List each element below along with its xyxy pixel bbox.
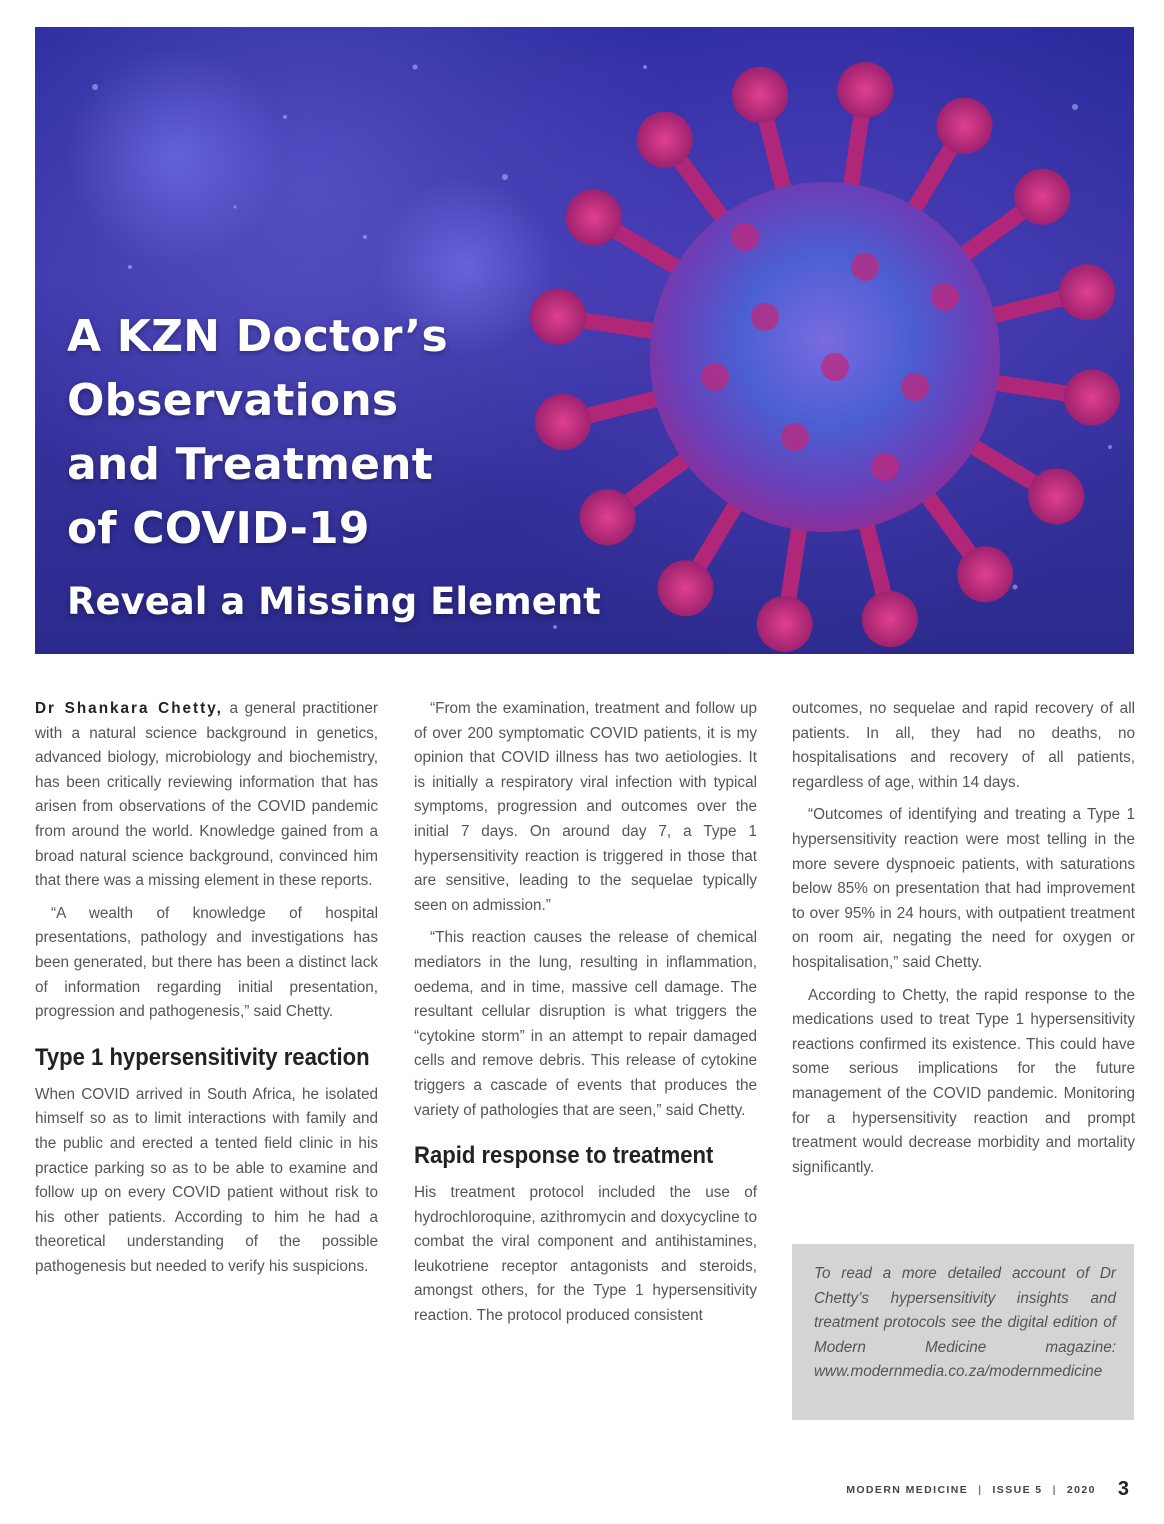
- virus-surface-protein: [731, 223, 759, 251]
- virus-spike-head: [732, 67, 788, 123]
- callout-box: [792, 1244, 1134, 1420]
- virus-spike-head: [862, 591, 918, 647]
- virus-spike-head: [757, 596, 813, 652]
- virus-surface-protein: [781, 423, 809, 451]
- footer-separator: |: [978, 1483, 983, 1496]
- virus-spike-head: [658, 560, 714, 616]
- virus-spike-head: [637, 112, 693, 168]
- virus-spike-head: [1064, 369, 1120, 425]
- article-column-1: [35, 697, 378, 1287]
- body-paragraph: When COVID arrived in South Africa, he isolated himself so as to limit interactions with family and the public and erected a tented field clinic in his practice parking so as to be able to examine and follow up on every COVID patient without risk to his other patients. According to him he had a theoretical understanding of the possible pathogenesis but needed to verify his suspicions.: [35, 1085, 378, 1275]
- virus-surface-protein: [821, 353, 849, 381]
- intro-paragraph: [35, 697, 378, 894]
- virus-surface-protein: [701, 363, 729, 391]
- virus-spike-head: [580, 489, 636, 545]
- section-heading: Type 1 hypersensitivity reaction: [35, 1043, 370, 1071]
- body-paragraph: His treatment protocol included the use of hydrochloroquine, azithromycin and doxycycline to combat the viral component and antihistamines, leukotriene receptor antagonists and steroids, amongst others, for the Type 1 hypersensitivity reaction. The protocol produced consistent: [414, 1184, 757, 1325]
- virus-body: [650, 182, 1000, 532]
- page-footer: [846, 1478, 1129, 1501]
- virus-spike-head: [1014, 169, 1070, 225]
- virus-spike-head: [1059, 264, 1115, 320]
- body-paragraph: According to Chetty, the rapid response to the medications used to treat Type 1 hypersensitivity reactions confirmed its existence. This could have some serious implications for the future management of the COVID pandemic. Monitoring for a hypersensitivity reaction and prompt treatment would decrease morbidity and mortality significantly.: [792, 986, 1135, 1176]
- virus-surface-protein: [931, 283, 959, 311]
- body-paragraph: “Outcomes of identifying and treating a Type 1 hypersensitivity reaction were most telling in the more severe dyspnoeic patients, with saturations below 85% on presentation that had improvement to over 95% in 24 hours, with outpatient treatment on room air, negating the need for oxygen or hospitalisation,” said Chetty.: [792, 806, 1135, 971]
- footer-separator: |: [1052, 1483, 1057, 1496]
- intro-text: a general practitioner with a natural science background in genetics, advanced biology, microbiology and biochemistry, has been critically reviewing information that has arisen from observations of the COVID pandemic from around the world. Knowledge gained from a broad natural science background, convinced him that there was a missing element in these reports.: [35, 700, 378, 890]
- headline-line: of COVID-19: [67, 503, 370, 554]
- article-subheadline: Reveal a Missing Element: [67, 580, 601, 623]
- virus-surface-protein: [751, 303, 779, 331]
- headline-line: and Treatment: [67, 439, 433, 490]
- body-paragraph: “From the examination, treatment and follow up of over 200 symptomatic COVID patients, it is my opinion that COVID illness has two aetiologies. It is initially a respiratory viral infection with typical symptoms, progression and outcomes over the initial 7 days. On around day 7, a Type 1 hypersensitivity reaction is triggered in those that are sensitive, leading to the sequelae typically seen on admission.”: [414, 700, 757, 914]
- page-number: 3: [1117, 1478, 1129, 1500]
- headline-line: Observations: [67, 375, 399, 426]
- virus-spike-head: [566, 190, 622, 246]
- body-paragraph: “A wealth of knowledge of hospital presentations, pathology and investigations has been generated, but there has been a distinct lack of information regarding initial presentation, progression and pathogenesis,” said Chetty.: [35, 904, 378, 1021]
- virus-spike-head: [837, 62, 893, 118]
- article-headline: [67, 305, 587, 561]
- virus-spike-head: [957, 546, 1013, 602]
- author-name: Dr Shankara Chetty,: [35, 700, 223, 717]
- virus-spike-head: [936, 98, 992, 154]
- body-paragraph: “This reaction causes the release of chemical mediators in the lung, resulting in inflammation, oedema, and in time, massive cell damage. The resultant cellular disruption is what triggers the “cytokine storm” in an attempt to repair damaged cells and remove debris. This release of cytokine triggers a cascade of events that produces the variety of pathologies that are seen,” said Chetty.: [414, 929, 757, 1119]
- virus-spike-head: [1028, 468, 1084, 524]
- virus-surface-protein: [871, 453, 899, 481]
- headline-line: A KZN Doctor’s: [67, 311, 448, 362]
- issue-label: ISSUE 5: [992, 1483, 1043, 1496]
- virus-surface-protein: [851, 253, 879, 281]
- article-column-3: [792, 697, 1135, 1188]
- hero-banner: [35, 27, 1134, 654]
- callout-text: To read a more detailed account of Dr Chetty’s hypersensitivity insights and treatment protocols see the digital edition of Modern Medicine magazine: www.modernmedia.co.za/modernmedicine: [814, 1265, 1116, 1381]
- article-column-2: [414, 697, 757, 1337]
- virus-surface-protein: [901, 373, 929, 401]
- magazine-name: MODERN MEDICINE: [846, 1483, 969, 1496]
- year-label: 2020: [1066, 1483, 1096, 1496]
- section-heading: Rapid response to treatment: [414, 1142, 714, 1170]
- body-paragraph: outcomes, no sequelae and rapid recovery of all patients. In all, they had no deaths, no hospitalisations and recovery of all patients, regardless of age, within 14 days.: [792, 700, 1135, 791]
